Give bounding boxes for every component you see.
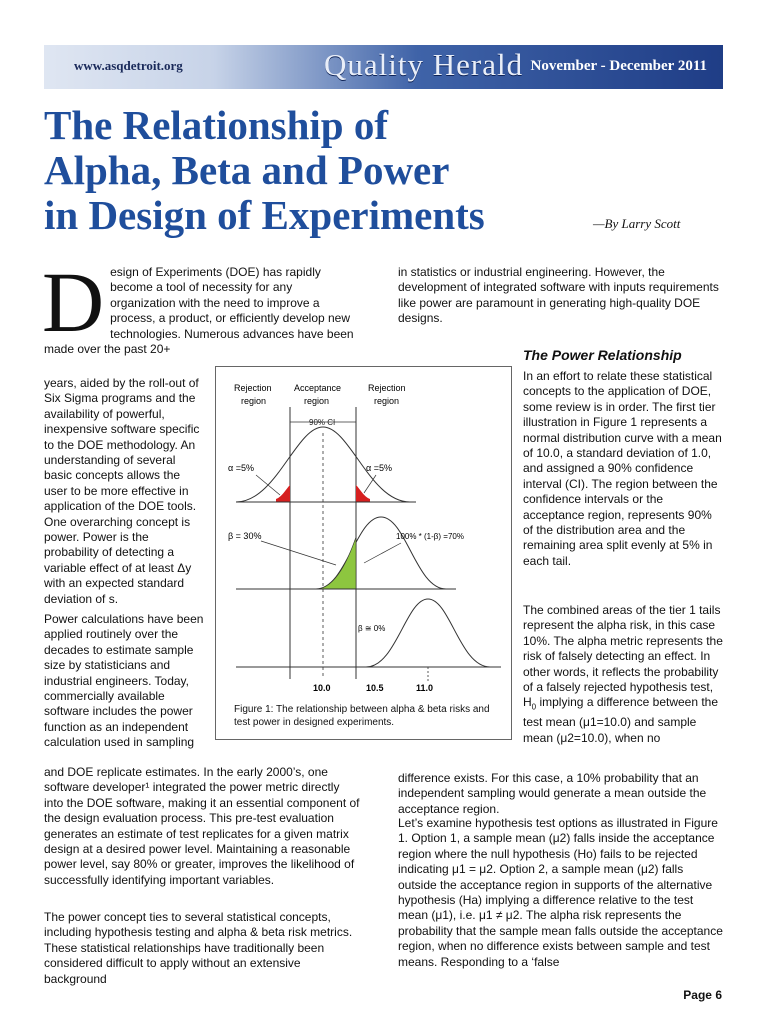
tier3-curve bbox=[366, 599, 490, 667]
beta-arrow bbox=[261, 541, 336, 565]
intro-continued: years, aided by the roll-out of Six Sigma programs and the availability of powerful, inexpensive software specific to the DOE methodology. An understanding of several basic concepts allows the user to be more effective in application of the DOE tools. One overarching concept is power. Power is the probability of detecting a variable effect of at least Δy with an expected standard deviation of s. bbox=[44, 376, 200, 606]
tick-10: 10.0 bbox=[313, 683, 331, 693]
beta-region bbox=[316, 537, 356, 589]
fig-label-rejection-left: Rejection region bbox=[234, 383, 272, 406]
fig-beta-label: β = 30% bbox=[228, 531, 262, 541]
tick-11: 11.0 bbox=[416, 683, 434, 693]
hypothesis-paragraph: Let’s examine hypothesis test options as illustrated in Figure 1. Option 1, a sample mean (μ2) falls inside the acceptance region where the null hypothesis (Ho) fails to be rejected indicating μ1 = μ2. Option 2, a sample mean (μ2) falls outside the acceptance region in supports of the alternative hypothesis (Ha) implying a difference relative to the test mean (μ1), i.e. μ1 ≠ μ2. The alpha risk represents the probability that the sample mean falls outside the acceptance region, when no difference exists between sample and test means. Responding to a ‘false bbox=[398, 816, 723, 969]
masthead: Quality Herald bbox=[324, 47, 524, 82]
site-url[interactable]: www.asqdetroit.org bbox=[74, 58, 183, 73]
intro-paragraph bbox=[42, 254, 360, 357]
fig-alpha-left: α =5% bbox=[228, 463, 254, 473]
title-line-3: in Design of Experiments bbox=[44, 192, 485, 238]
page-number: Page 6 bbox=[683, 988, 722, 1002]
figure-caption: Figure 1: The relationship between alpha & beta risks and test power in designed experiments. bbox=[234, 704, 490, 728]
fig-label-rejection-right: Rejection region bbox=[368, 383, 406, 406]
issue-date: November - December 2011 bbox=[530, 58, 707, 74]
tick-10-5: 10.5 bbox=[366, 683, 384, 693]
figure-1-diagram bbox=[216, 367, 511, 739]
intro-text: esign of Experiments (DOE) has rapidly become a tool of necessity for any organization with the need to improve a process, a product, or efficiently develop new technologies. Numerous advances have been made over the past 20+ bbox=[44, 265, 354, 357]
power-concept-paragraph: The power concept ties to several statistical concepts, including hypothesis testing and alpha & beta risk metrics. These statistical relationships have traditionally been considered difficult to apply without an extensive background bbox=[44, 910, 353, 986]
fig-ci-label: 90% CI bbox=[309, 418, 336, 427]
alpha-left-arrow bbox=[256, 475, 280, 495]
power-relationship-paragraph: In an effort to relate these statistical concepts to the application of DOE, some review is in order. The first tier illustration in Figure 1 represents a normal distribution curve with a mean of 10.0, a standard deviation of 1.0, and assigned a 90% confidence interval (CI). The region between the confidence intervals or the acceptance region, represents 90% of the distribution area and the remaining area split evenly at 5% in each tail. bbox=[523, 369, 722, 568]
alpha-risk-text-b: implying a difference between the test mean (μ1=10.0) and sample mean (μ2=10.0), when no bbox=[523, 695, 719, 745]
alpha-right-arrow bbox=[364, 475, 376, 493]
alpha-risk-text: The combined areas of the tier 1 tails represent the alpha risk, in this case 10%. The alpha metric represents the risk of falsely detecting an effect. In other words, it reflects the probability of a falsely rejected hypothesis test, H bbox=[523, 603, 723, 710]
drop-cap: D bbox=[42, 254, 105, 350]
alpha-risk-paragraph: The combined areas of the tier 1 tails represent the alpha risk, in this case 10%. The alpha metric represents the risk of falsely detecting an effect. In other words, it reflects the probability of a falsely rejected hypothesis test, $H_0$ implying a difference between the test mean (μ1=10.0) and sample mean (μ2=10.0), when no bbox=[523, 603, 723, 745]
fig-power-label: 100% * (1-β) =70% bbox=[396, 532, 464, 541]
fig-alpha-right: α =5% bbox=[366, 463, 392, 473]
title-line-1: The Relationship of bbox=[44, 102, 388, 148]
title-line-2: Alpha, Beta and Power bbox=[44, 147, 450, 193]
byline: —By Larry Scott bbox=[593, 216, 681, 231]
power-arrow bbox=[364, 543, 401, 563]
alpha-risk-continued: difference exists. For this case, a 10% probability that an independent sampling would generate a mean outside the acceptance region. bbox=[398, 771, 707, 816]
header-banner bbox=[44, 45, 723, 89]
figure-1 bbox=[215, 366, 512, 740]
fig-label-acceptance: Acceptance region bbox=[294, 383, 342, 406]
power-calc-paragraph: Power calculations have been applied routinely over the decades to estimate sample size by statisticians and industrial engineers. Today, commercially available software includes the power function as an independent calculation used in sampling bbox=[44, 612, 204, 750]
power-calc-continued: and DOE replicate estimates. In the early 2000’s, one software developer¹ integrated the power metric directly into the DOE software, making it an essential component of the design evaluation process. This pre-test evaluation generates an estimate of test replicates for a given matrix design at a desired power level. Maintaining a reasonable power level, say 80% or greater, improves the likelihood of successfully identifying important variables. bbox=[44, 765, 360, 887]
article-title bbox=[44, 103, 564, 238]
fig-beta-zero: β ≅ 0% bbox=[358, 624, 386, 633]
section-heading: The Power Relationship bbox=[523, 347, 682, 363]
right-intro-continued: in statistics or industrial engineering. However, the development of integrated software with inputs requirements like power are paramount in generating high-quality DOE designs. bbox=[398, 265, 719, 326]
